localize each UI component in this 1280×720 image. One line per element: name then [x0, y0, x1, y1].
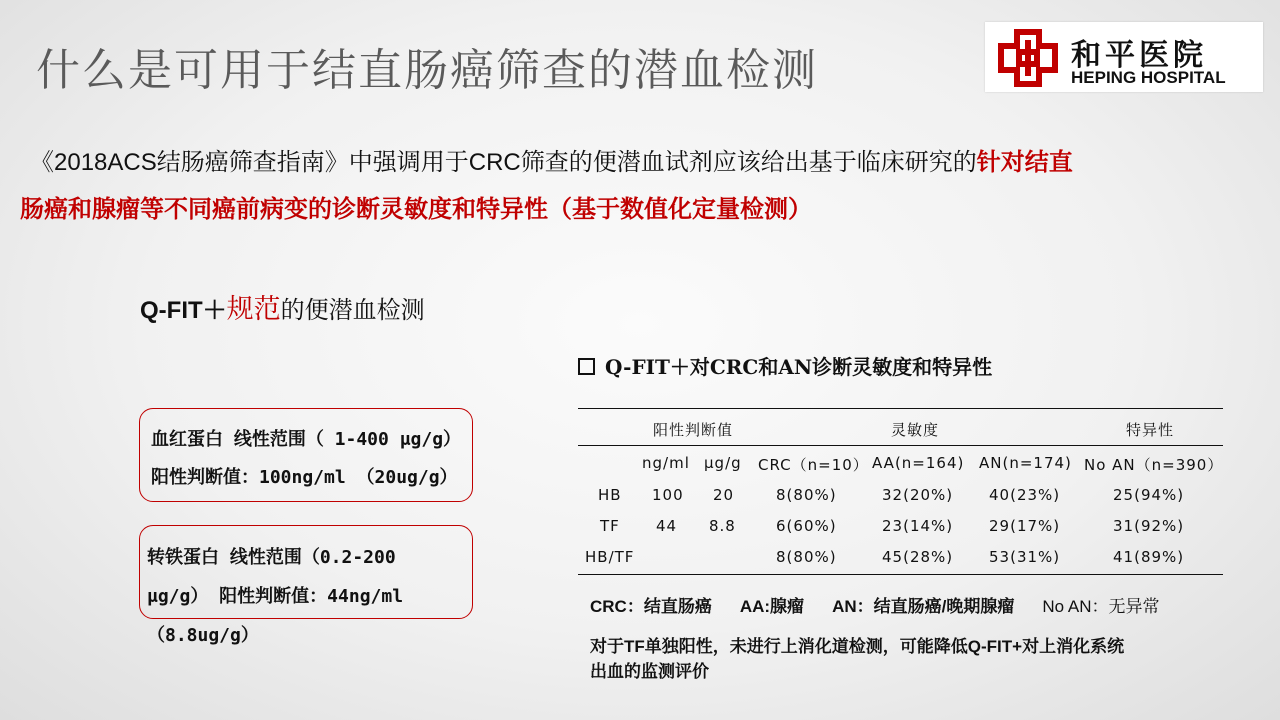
note-line-2: 出血的监测评价	[590, 662, 709, 681]
abbr-an: AN：结直肠癌/晚期腺瘤	[832, 597, 1015, 616]
table-cell: 6(60%)	[776, 517, 837, 535]
qfit-heading-emphasis: 规范	[226, 294, 281, 324]
table-heading	[578, 351, 992, 380]
subheader-noan: No AN（n=390）	[1084, 456, 1224, 474]
subheader-crc: CRC（n=10）	[758, 456, 869, 474]
header-cutoff: 阳性判断值	[653, 421, 734, 439]
qfit-heading-brand: Q-FIT＋	[140, 297, 227, 324]
abbr-aa: AA:腺瘤	[739, 597, 805, 616]
table-cell: 8(80%)	[776, 548, 837, 566]
subheader-ngml: ng/ml	[642, 454, 690, 472]
intro-text-emphasis: 针对结直	[976, 149, 1073, 176]
intro-text-plain: 《2018ACS结肠癌筛查指南》中强调用于CRC筛查的便潜血试剂应该给出基于临床研究的	[30, 149, 977, 176]
subheader-aa: AA(n=164)	[872, 454, 965, 472]
abbr-noan: No AN：无异常	[1042, 597, 1160, 616]
logo-name-cn: 和平医院	[1071, 39, 1207, 72]
table-cell: 40(23%)	[989, 486, 1061, 504]
hemoglobin-cutoff: 阳性判断值：100ng/ml （20ug/g）	[151, 467, 458, 488]
slide-title: 什么是可用于结直肠癌筛查的潜血检测	[36, 46, 818, 95]
header-sensitivity: 灵敏度	[891, 421, 940, 439]
hemoglobin-range: 血红蛋白 线性范围（ 1-400 μg/g）	[151, 429, 462, 450]
table-cell: 100	[652, 486, 684, 504]
transferrin-range: 转铁蛋白 线性范围（0.2-200	[147, 547, 396, 568]
table-cell: 31(92%)	[1113, 517, 1185, 535]
logo-name-en: HEPING HOSPITAL	[1071, 68, 1226, 87]
subheader-ugg: μg/g	[704, 454, 742, 472]
qfit-heading-rest: 的便潜血检测	[280, 297, 425, 324]
table-cell: 20	[713, 486, 735, 504]
table-cell: 8.8	[709, 517, 736, 535]
table-cell: 32(20%)	[882, 486, 954, 504]
table-cell: 8(80%)	[776, 486, 837, 504]
table-heading-text: Q-FIT＋对CRC和AN诊断灵敏度和特异性	[605, 355, 993, 379]
table-cell: 41(89%)	[1113, 548, 1185, 566]
note-line-1: 对于TF单独阳性，未进行上消化道检测，可能降低Q-FIT+对上消化系统	[590, 637, 1125, 656]
table-cell: 29(17%)	[989, 517, 1061, 535]
table-cell: 23(14%)	[882, 517, 954, 535]
transferrin-cutoff-unit: （8.8ug/g）	[147, 625, 259, 646]
row-label: HB/TF	[585, 548, 635, 566]
hospital-logo	[985, 22, 1263, 92]
subheader-an: AN(n=174)	[979, 454, 1072, 472]
table-cell: 44	[656, 517, 678, 535]
table-header-divider	[578, 445, 1223, 446]
qfit-heading	[140, 287, 425, 326]
hospital-cross-icon	[997, 28, 1059, 88]
results-table	[578, 408, 1223, 575]
checkbox-square-icon	[578, 358, 595, 375]
intro-line-2: 肠癌和腺瘤等不同癌前病变的诊断灵敏度和特异性（基于数值化定量检测）	[20, 196, 812, 223]
table-cell: 25(94%)	[1113, 486, 1185, 504]
abbr-crc: CRC：结直肠癌	[590, 597, 712, 616]
intro-line-1	[30, 142, 1073, 177]
table-cell: 53(31%)	[989, 548, 1061, 566]
row-label: TF	[600, 517, 620, 535]
row-label: HB	[598, 486, 622, 504]
header-specificity: 特异性	[1126, 421, 1175, 439]
abbreviations-line	[590, 592, 1187, 617]
transferrin-cutoff: μg/g） 阳性判断值：44ng/ml	[147, 586, 404, 607]
table-cell: 45(28%)	[882, 548, 954, 566]
